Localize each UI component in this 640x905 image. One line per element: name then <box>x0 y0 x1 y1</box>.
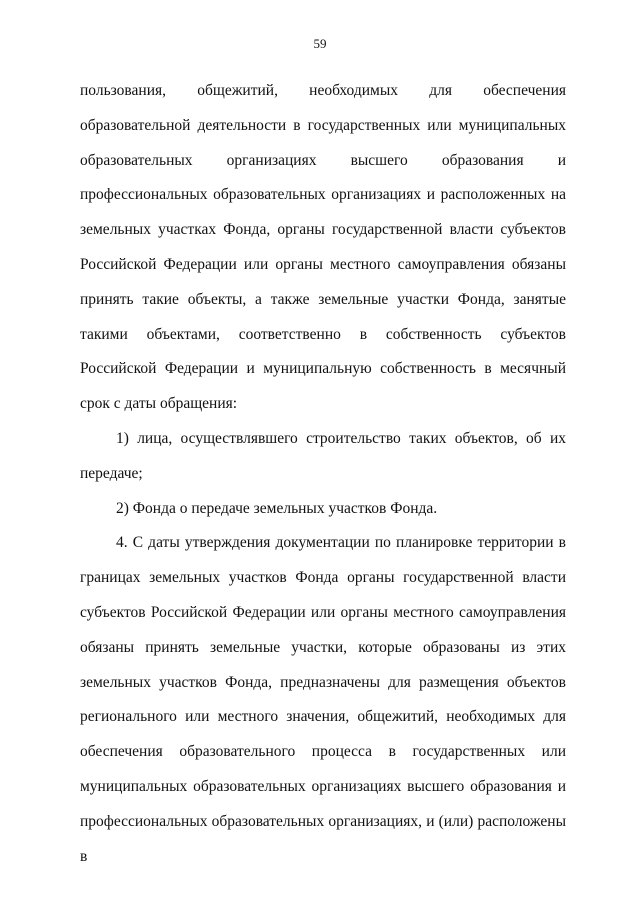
page-number: 59 <box>313 36 327 51</box>
paragraph-continuation: пользования, общежитий, необходимых для обеспечения образовательной деятельности в государственных или муниципальных образовательных организациях высшего образования и профессиональных образовательных организациях и расположенных на земельных участках Фонда, органы государственной власти субъектов Российской Федерации или органы местного самоуправления обязаны принять такие объекты, а также земельные участки Фонда, занятые такими объектами, соответственно в собственность субъектов Российской Федерации и муниципальную собственность в месячный срок с даты обращения: <box>80 82 566 413</box>
paragraph-item-1: 1) лица, осуществлявшего строительство таких объектов, об их передаче; <box>80 429 566 482</box>
paragraph-item-2: 2) Фонда о передаче земельных участков Фонда. <box>116 499 438 517</box>
paragraph-section-4: 4. С даты утверждения документации по планировке территории в границах земельных участков Фонда органы государственной власти субъектов Российской Федерации или органы местного самоуправления обязаны принять земельные участки, которые образованы из этих земельных участков Фонда, предназначены для размещения объектов регионального или местного значения, общежитий, необходимых для обеспечения образовательного процесса в государственных или муниципальных образовательных организациях высшего образования и профессиональных образовательных организациях, и (или) расположены в <box>80 534 566 865</box>
document-body <box>80 74 566 874</box>
